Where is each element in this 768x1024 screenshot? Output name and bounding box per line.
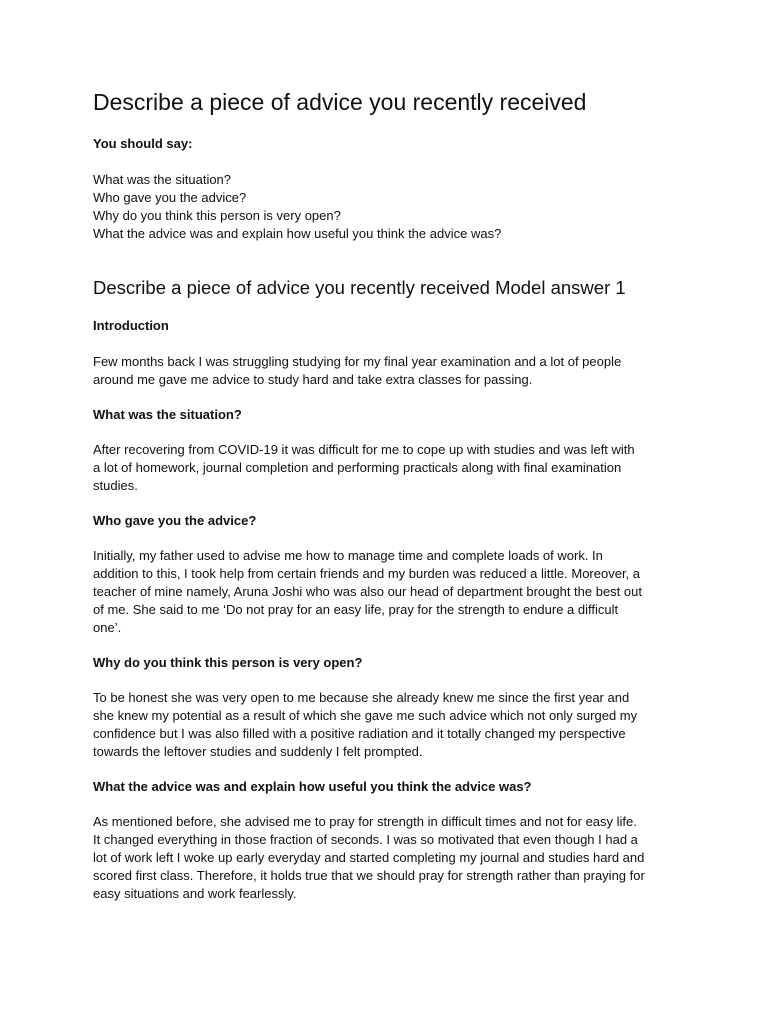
section-heading-introduction: Introduction — [93, 318, 169, 333]
section-body-introduction: Few months back I was struggling studying for my final year examination and a lot of people around me gave me advice to study hard and take extra classes for passing. — [93, 354, 622, 387]
section-body-situation: After recovering from COVID-19 it was difficult for me to cope up with studies and was left with a lot of homework, journal completion and performing practicals along with final examination studies. — [93, 442, 635, 493]
model-answer-title: Describe a piece of advice you recently received Model answer 1 — [93, 277, 626, 298]
section-body-who-gave: Initially, my father used to advise me how to manage time and complete loads of work. In addition to this, I took help from certain friends and my burden was reduced a little. Moreover, a teacher of mine namely, Aruna Joshi who was also our head of department brought the best out of me. She said to me ‘Do not pray for an easy life, pray for the strength to endure a difficult one’. — [93, 548, 642, 635]
section-heading-advice-usefulness: What the advice was and explain how useful you think the advice was? — [93, 779, 532, 794]
document-page — [93, 84, 703, 903]
section-heading-situation: What was the situation? — [93, 407, 242, 422]
section-body-advice-usefulness: As mentioned before, she advised me to pray for strength in difficult times and not for easy life. It changed everything in those fraction of seconds. I was so motivated that even though I had a lot of work left I woke up early everyday and started completing my journal and studies hard and scored first class. Therefore, it holds true that we should pray for strength rather than praying for easy situations and work fearlessly. — [93, 814, 645, 901]
question-item: What was the situation? — [93, 172, 232, 187]
question-list — [93, 171, 703, 243]
question-item: Why do you think this person is very open? — [93, 208, 341, 223]
question-item: What the advice was and explain how useful you think the advice was? — [93, 226, 502, 241]
section-body-why-open: To be honest she was very open to me because she already knew me since the first year and she knew my potential as a result of which she gave me such advice which not only surged my confidence but I was also filled with a positive radiation and it totally changed my perspective towards the leftover studies and suddenly I felt prompted. — [93, 690, 638, 759]
question-item: Who gave you the advice? — [93, 190, 247, 205]
section-heading-who-gave: Who gave you the advice? — [93, 513, 257, 528]
you-should-say-label: You should say: — [93, 136, 193, 151]
page-title: Describe a piece of advice you recently received — [93, 89, 587, 115]
section-heading-why-open: Why do you think this person is very open? — [93, 655, 363, 670]
